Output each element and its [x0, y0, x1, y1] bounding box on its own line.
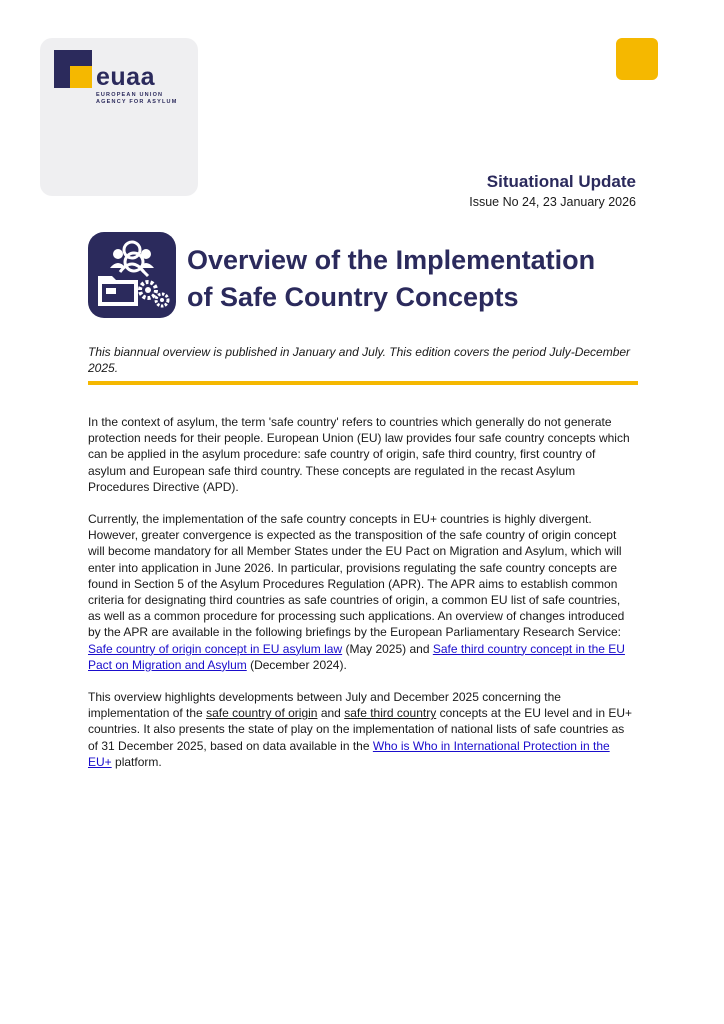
logo-mark-accent	[70, 66, 92, 88]
main-title-line2: of Safe Country Concepts	[187, 282, 519, 312]
paragraph-3-b: and	[317, 706, 345, 721]
paragraph-1: In the context of asylum, the term 'safe country' refers to countries which generally do not generate protection needs for their people. European Union (EU) law provides four safe country concepts which can be applied in the asylum procedure: safe country of origin, safe third country, first country of asylum and European safe third country. These concepts are regulated in the recast Asylum Procedures Directive (APD).	[88, 415, 630, 494]
paragraph-2-text: Currently, the implementation of the safe country concepts in EU+ countries is highly divergent. However, greater convergence is expected as the transposition of the safe country of origin concept will become mandatory for all Member States under the EU Pact on Migration and Asylum, which will enter into application in June 2026. In particular, provisions regulating the safe country concepts are found in Section 5 of the Asylum Procedures Regulation (APR). The APR aims to establish common criteria for designating third countries as safe countries of origin, a common EU list of safe countries, as well as a common procedure for processing such applications. An overview of changes introduced by the APR are available in the following briefings by the European Parliamentary Research Service:	[88, 512, 625, 640]
issue-info: Issue No 24, 23 January 2026	[469, 195, 636, 209]
main-title-line1: Overview of the Implementation	[187, 245, 596, 275]
logo-subtitle-line1: EUROPEAN UNION	[96, 92, 164, 98]
people-folder-gears-icon	[88, 232, 176, 318]
logo-subtitle-line2: AGENCY FOR ASYLUM	[96, 99, 178, 105]
paragraph-2-end: (December 2024).	[246, 657, 347, 672]
paragraph-3-a: This overview highlights developments between July and December 2025 concerning the implementation of the	[88, 690, 561, 721]
intro-note: This biannual overview is published in January and July. This edition covers the period July-December 2025.	[88, 345, 631, 375]
main-title	[187, 242, 595, 316]
link-safe-country-of-origin-briefing[interactable]: Safe country of origin concept in EU asylum law	[88, 641, 343, 656]
corner-accent-square	[616, 38, 658, 80]
body-text	[88, 414, 636, 786]
logo-subtitle	[96, 92, 178, 106]
safe-third-country-underline: safe third country	[344, 706, 437, 721]
paragraph-2	[88, 511, 636, 673]
logo-wordmark: euaa	[96, 63, 155, 91]
safe-country-of-origin-underline: safe country of origin	[206, 706, 318, 721]
paragraph-2-mid: (May 2025) and	[342, 641, 433, 656]
paragraph-3-c: concepts at the EU level and in EU+ countries. It also presents the state of play on the implementation of national lists of safe countries as of 31 December 2025, based on data available in the	[88, 706, 633, 753]
situational-update-title: Situational Update	[486, 172, 636, 191]
paragraph-3	[88, 689, 636, 770]
divider-rule	[88, 381, 638, 385]
link-safe-third-country-briefing[interactable]: Safe third country concept in the EU Pact on Migration and Asylum	[88, 641, 625, 672]
link-who-is-who-platform[interactable]: Who is Who in International Protection in the EU+	[88, 738, 610, 769]
paragraph-3-end: platform.	[111, 754, 162, 769]
